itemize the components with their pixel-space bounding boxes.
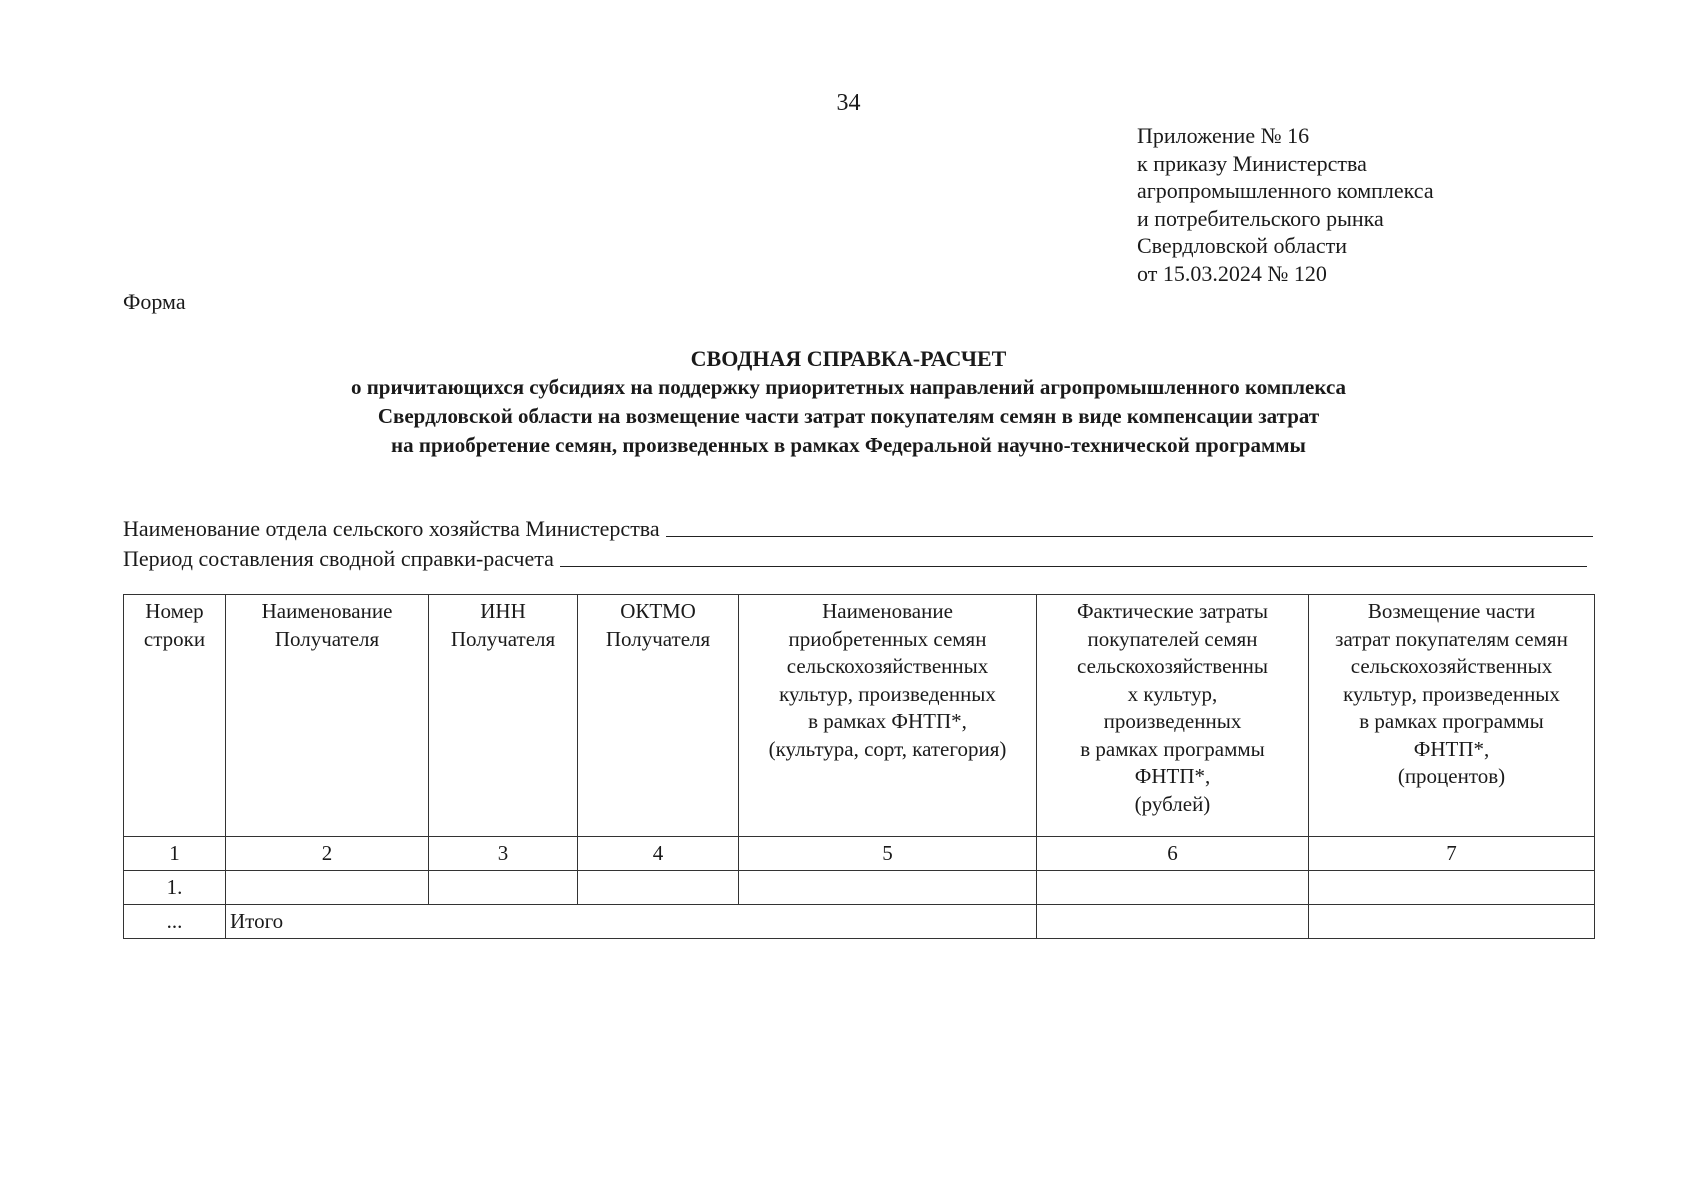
header-inn [429,595,578,837]
header-text: в рамках программы [1359,709,1544,733]
total-compensation[interactable] [1309,905,1595,939]
header-recipient-name [226,595,429,837]
header-text: сельскохозяйственных [786,654,989,678]
header-text: в рамках ФНТП*, [808,709,967,733]
cell-seed-name[interactable] [739,871,1037,905]
column-number: 6 [1037,837,1309,871]
header-text: ИНН [480,599,526,623]
column-number: 2 [226,837,429,871]
column-number: 7 [1309,837,1595,871]
fill-in-fields [123,512,1593,572]
header-oktmo [578,595,739,837]
summary-table [123,594,1595,939]
row-number: 1. [124,871,226,905]
header-text: культур, произведенных [1343,681,1560,706]
header-text: Получателя [605,626,711,651]
header-text: культур, произведенных [779,681,996,706]
header-row-number [124,595,226,837]
column-number: 5 [739,837,1037,871]
total-actual-costs[interactable] [1037,905,1309,939]
header-text: х культур, [1127,681,1218,706]
subtitle-line: на приобретение семян, произведенных в рамках Федеральной научно-технической программы [391,433,1306,457]
form-label: Форма [123,289,186,314]
header-compensation [1309,595,1595,837]
cell-actual-costs[interactable] [1037,871,1309,905]
header-text: Фактические затраты [1076,599,1269,623]
column-number-row [124,837,1595,871]
appendix-reference [1137,122,1434,287]
cell-oktmo[interactable] [578,871,739,905]
header-text: Наименование [822,599,953,623]
header-text: Номер [145,599,204,623]
total-row [124,905,1595,939]
main-title: СВОДНАЯ СПРАВКА-РАСЧЕТ [690,346,1007,371]
header-text: Получателя [450,626,556,651]
header-text: сельскохозяйственны [1077,654,1268,678]
subtitle-line: о причитающихся субсидиях на поддержку приоритетных направлений агропромышленного комплекса [350,375,1347,399]
cell-inn[interactable] [429,871,578,905]
header-text: ФНТП*, [1413,736,1490,761]
appendix-line: к приказу Министерства [1137,150,1367,176]
department-blank-line[interactable] [666,536,1593,537]
header-text: затрат покупателям семян [1335,626,1568,651]
header-row [124,595,1595,837]
period-label: Период составления сводной справки-расчета [123,546,554,571]
cell-recipient-name[interactable] [226,871,429,905]
document-title [0,344,1697,460]
column-number: 4 [578,837,739,871]
appendix-line: от 15.03.2024 № 120 [1137,260,1327,286]
appendix-line: агропромышленного комплекса [1137,178,1434,203]
header-text: приобретенных семян [788,626,987,651]
header-text: Получателя [274,626,380,651]
header-text: Возмещение части [1367,599,1536,623]
header-seed-name [739,595,1037,837]
header-text: строки [143,626,206,651]
appendix-line: и потребительского рынка [1137,205,1384,231]
department-label: Наименование отдела сельского хозяйства Министерства [123,516,660,541]
header-text: в рамках программы [1080,736,1265,761]
header-text: (культура, сорт, категория) [768,736,1007,761]
header-text: сельскохозяйственных [1350,654,1553,678]
subtitle-line: Свердловской области на возмещение части затрат покупателям семян в виде компенсации затрат [377,404,1320,428]
appendix-line: Приложение № 16 [1137,123,1310,148]
header-text: Наименование [261,599,393,623]
page-number: 34 [836,90,861,116]
department-field [123,512,1593,542]
header-text: ОКТМО [620,599,696,623]
header-text: (процентов) [1397,764,1506,788]
header-text: ФНТП*, [1134,764,1211,788]
header-actual-costs [1037,595,1309,837]
total-label: Итого [226,905,1037,939]
column-number: 1 [124,837,226,871]
period-blank-line[interactable] [560,566,1587,567]
cell-compensation[interactable] [1309,871,1595,905]
header-text: покупателей семян [1087,626,1258,651]
column-number: 3 [429,837,578,871]
header-text: произведенных [1103,709,1242,733]
header-text: (рублей) [1134,791,1211,816]
appendix-line: Свердловской области [1137,233,1347,258]
period-field [123,542,1587,572]
total-row-number: ... [124,905,226,939]
table-row [124,871,1595,905]
